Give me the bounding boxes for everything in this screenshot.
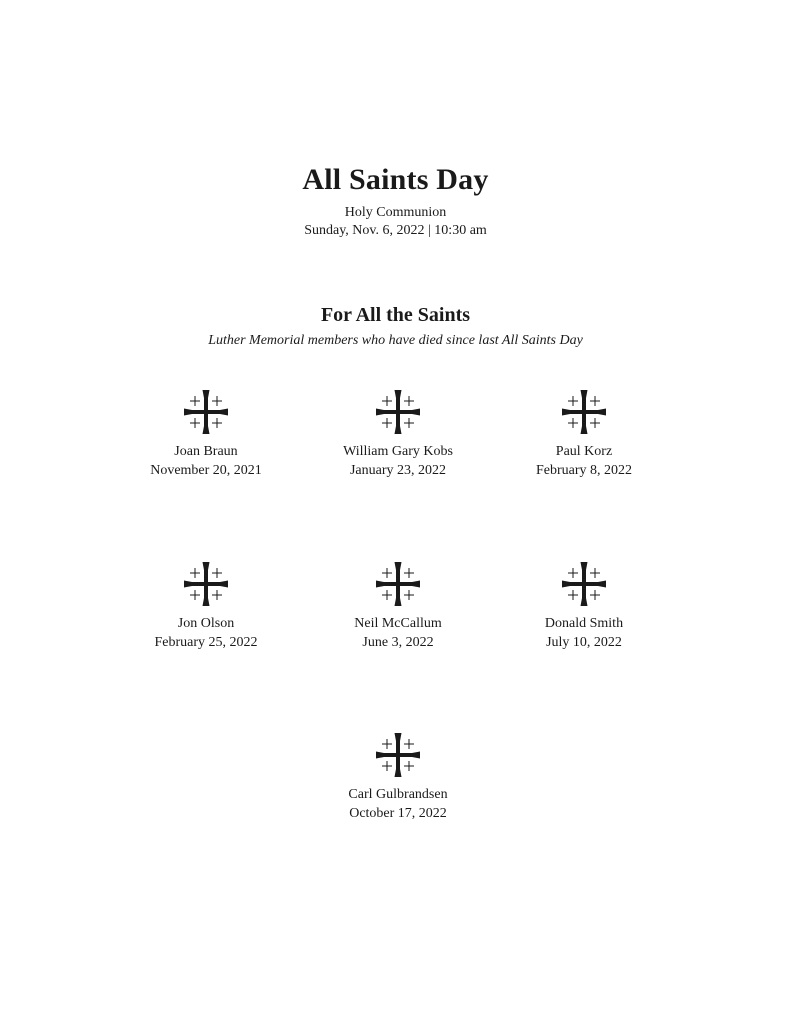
saint-name: Joan Braun: [174, 444, 238, 459]
saint-name: Jon Olson: [177, 616, 235, 631]
saint-entry: [106, 560, 306, 652]
jerusalem-cross-icon: [374, 731, 422, 779]
jerusalem-cross-icon: [182, 388, 230, 436]
section-title: For All the Saints: [320, 304, 471, 326]
page-title: All Saints Day: [302, 163, 489, 196]
saint-date: November 20, 2021: [150, 463, 262, 478]
saint-entry: [298, 731, 498, 823]
saint-entry: [106, 388, 306, 480]
service-name: Holy Communion: [344, 205, 447, 220]
saint-date: October 17, 2022: [349, 806, 447, 821]
saint-date: February 8, 2022: [535, 463, 633, 478]
saint-entry: [298, 560, 498, 652]
jerusalem-cross-icon: [560, 560, 608, 608]
service-info: [0, 204, 791, 240]
saint-entry: [484, 560, 684, 652]
section-subtitle: Luther Memorial members who have died since last All Saints Day: [208, 333, 583, 348]
saint-entry: [484, 388, 684, 480]
saint-date: July 10, 2022: [546, 635, 622, 650]
saint-date: February 25, 2022: [154, 635, 258, 650]
saint-date: January 23, 2022: [349, 463, 447, 478]
service-datetime: Sunday, Nov. 6, 2022 | 10:30 am: [304, 223, 487, 238]
saint-entry: [298, 388, 498, 480]
saint-name: Neil McCallum: [354, 616, 442, 631]
jerusalem-cross-icon: [560, 388, 608, 436]
jerusalem-cross-icon: [182, 560, 230, 608]
saint-name: William Gary Kobs: [343, 444, 453, 459]
saint-name: Paul Korz: [555, 444, 613, 459]
saint-name: Donald Smith: [544, 616, 624, 631]
jerusalem-cross-icon: [374, 560, 422, 608]
jerusalem-cross-icon: [374, 388, 422, 436]
saint-date: June 3, 2022: [362, 635, 434, 650]
saint-name: Carl Gulbrandsen: [348, 787, 448, 802]
